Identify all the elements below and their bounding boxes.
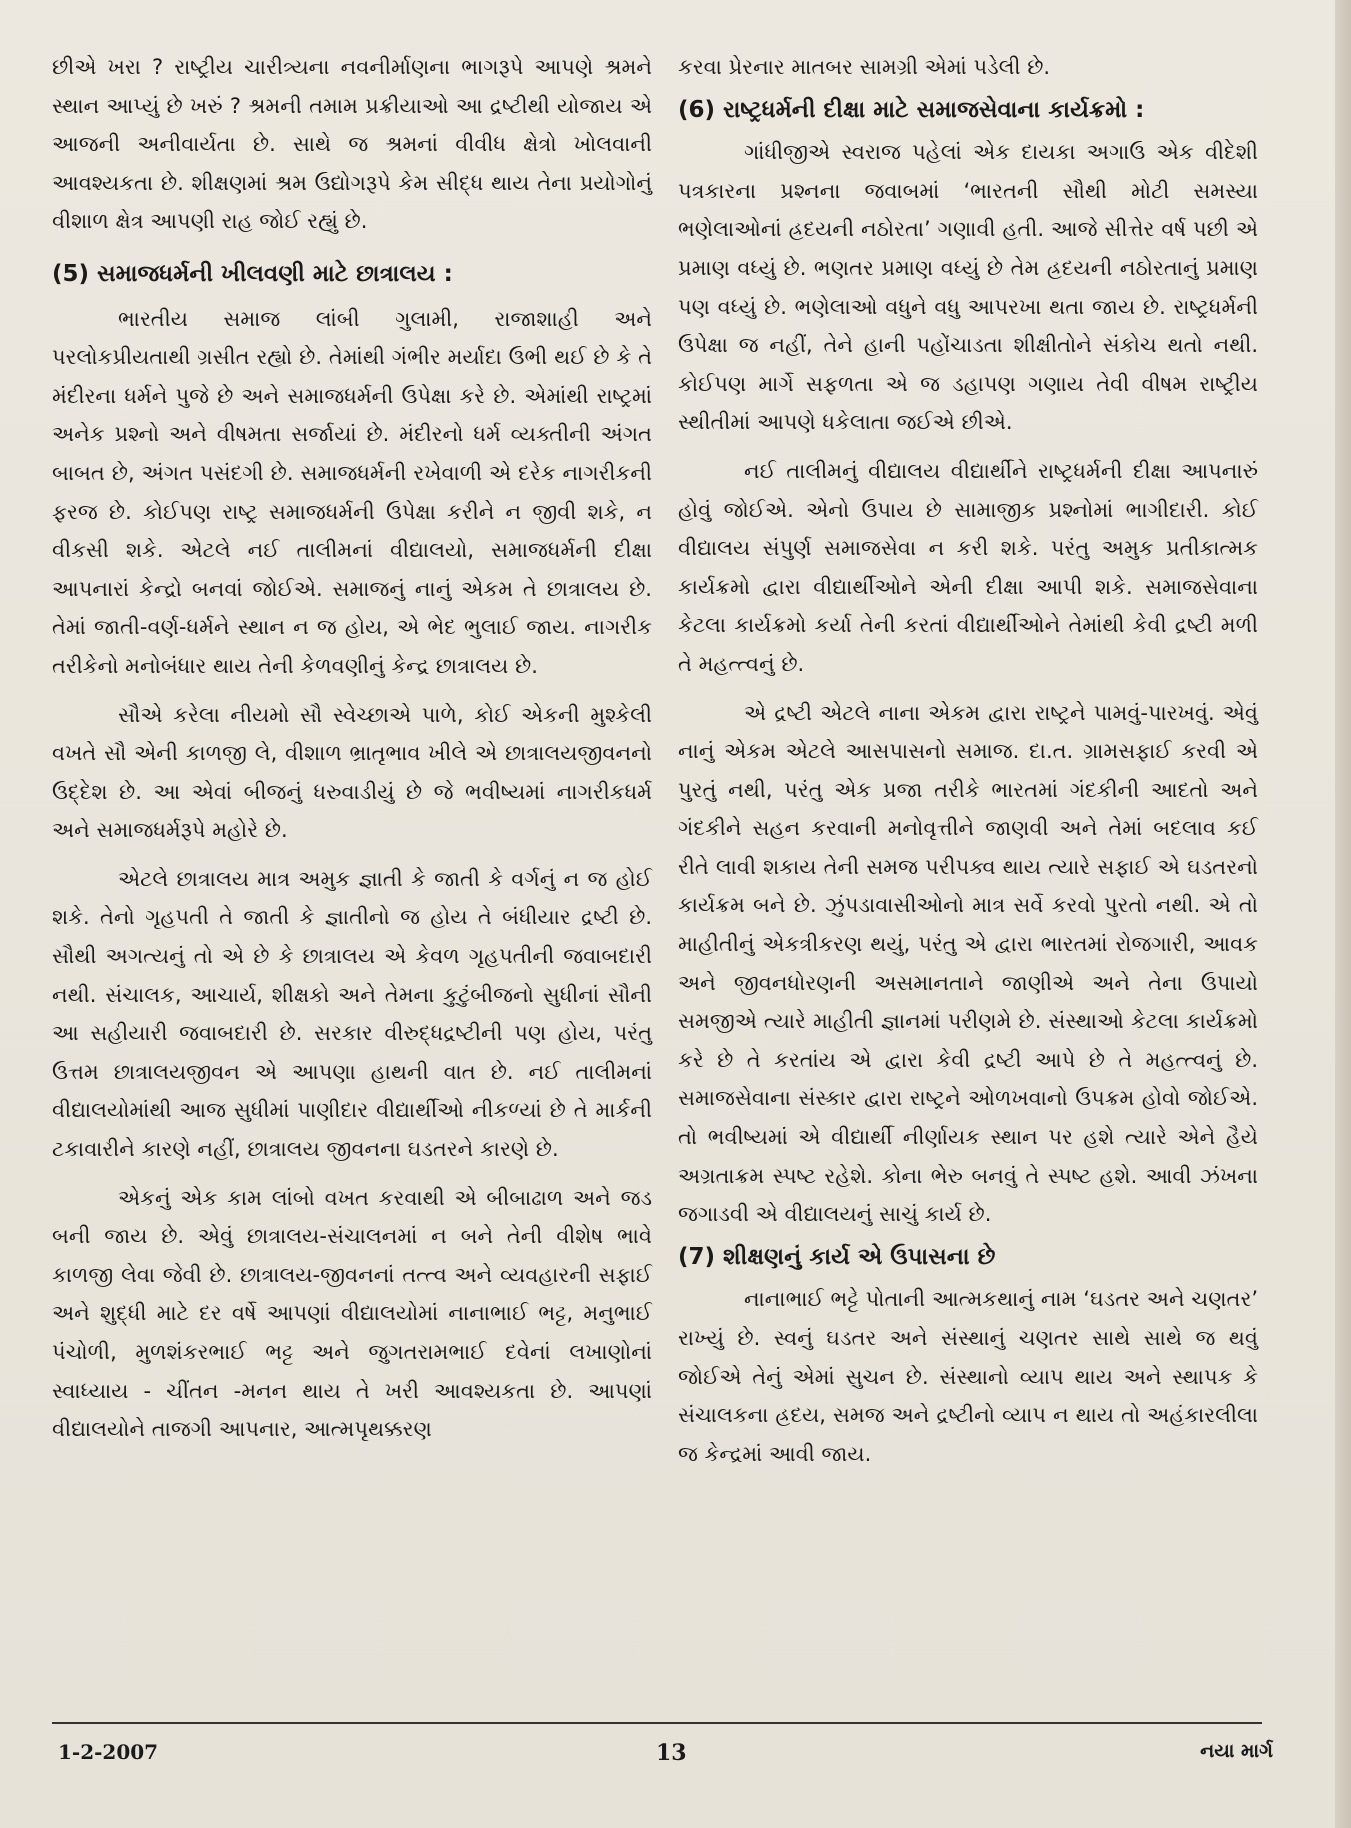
paragraph: નાનાભાઈ ભટ્ટે પોતાની આત્મકથાનું નામ ‘ઘડતર અને ચણતર’ રાખ્યું છે. સ્વનું ઘડતર અને સંસ્થાનું ચણતર સાથે સાથે જ થવું જોઈએ તેનું એમાં સુચન છે. સંસ્થાનો વ્યાપ થાય અને સ્થાપક કે સંચાલકના હ્રદય, સમજ અને દ્રષ્ટીનો વ્યાપ ન થાય તો અહંકારલીલા જ કેન્દ્રમાં આવી જાય. [678, 1287, 1258, 1466]
section-5-heading: (5) સમાજધર્મની ખીલવણી માટે છાત્રાલય : [52, 260, 453, 287]
paragraph: ગાંધીજીએ સ્વરાજ પહેલાં એક દાયકા અગાઉ એક વીદેશી પત્રકારના પ્રશ્નના જવાબમાં ‘ભારતની સૌથી મોટી સમસ્યા ભણેલાઓનાં હ્રદયની નઠોરતા’ ગણાવી હતી. આજે સીત્તેર વર્ષ પછી એ પ્રમાણ વધ્યું છે. ભણતર પ્રમાણ વધ્યું છે તેમ હ્રદયની નઠોરતાનું પ્રમાણ પણ વધ્યું છે. ભણેલાઓ વધુને વધુ આપરખા થતા જાય છે. રાષ્ટ્રધર્મની ઉપેક્ષા જ નહીં, તેને હાની પહોંચાડતા શીક્ષીતોને સંકોચ થતો નથી. કોઈપણ માર્ગે સફળતા એ જ ડહાપણ ગણાય તેવી વીષમ રાષ્ટ્રીય સ્થીતીમાં આપણે ધકેલાતા જઈએ છીએ. [678, 140, 1258, 435]
paragraph: ભારતીય સમાજ લાંબી ગુલામી, રાજાશાહી અને પરલોકપ્રીયતાથી ગ્રસીત રહ્યો છે. તેમાંથી ગંભીર મર્યાદા ઉભી થઈ છે કે તે મંદીરના ધર્મને પુજે છે અને સમાજધર્મની ઉપેક્ષા કરે છે. એમાંથી રાષ્ટ્રમાં અનેક પ્રશ્નો અને વીષમતા સર્જાયાં છે. મંદીરનો ધર્મ વ્યક્તીની અંગત બાબત છે, અંગત પસંદગી છે. સમાજધર્મની રખેવાળી એ દરેક નાગરીકની ફરજ છે. કોઈપણ રાષ્ટ્ર સમાજધર્મની ઉપેક્ષા કરીને ન જીવી શકે, ન વીકસી શકે. એટલે નઈ તાલીમનાં વીદ્યાલયો, સમાજધર્મની દીક્ષા આપનારાં કેન્દ્રો બનવાં જોઈએ. સમાજનું નાનું એકમ તે છાત્રાલય છે. તેમાં જાતી-વર્ણ-ધર્મને સ્થાન ન જ હોય, એ ભેદ ભુલાઈ જાય. નાગરીક તરીકેનો મનોબંધાર થાય તેની કેળવણીનું કેન્દ્ર છાત્રાલય છે. [52, 306, 652, 678]
left-column [52, 48, 652, 1449]
magazine-name: નયા માર્ગ [1200, 1740, 1273, 1762]
issue-date: 1-2-2007 [58, 1740, 159, 1764]
footer-divider [52, 1722, 1262, 1724]
continued-paragraph: કરવા પ્રેરનાર માતબર સામગ્રી એમાં પડેલી છે. [678, 55, 1051, 79]
paragraph: એ દ્રષ્ટી એટલે નાના એકમ દ્વારા રાષ્ટ્રને પામવું-પારખવું. એવું નાનું એકમ એટલે આસપાસનો સમાજ. દા.ત. ગ્રામસફાઈ કરવી એ પુરતું નથી, પરંતુ એક પ્રજા તરીકે ભારતમાં ગંદકીની આદતો અને ગંદકીને સહન કરવાની મનોવૃત્તીને જાણવી અને તેમાં બદલાવ કઈ રીતે લાવી શકાય તેની સમજ પરીપક્વ થાય ત્યારે સફાઈ એ ઘડતરનો કાર્યક્રમ બને છે. ઝુંપડાવાસીઓનો માત્ર સર્વે કરવો પુરતો નથી. એ તો માહીતીનું એકત્રીકરણ થયું, પરંતુ એ દ્વારા ભારતમાં રોજગારી, આવક અને જીવનધોરણની અસમાનતાને જાણીએ અને તેના ઉપાયો સમજીએ ત્યારે માહીતી જ્ઞાનમાં પરીણમે છે. સંસ્થાઓ કેટલા કાર્યક્રમો કરે છે તે કરતાંય એ દ્વારા કેવી દ્રષ્ટી આપે છે તે મહત્ત્વનું છે. સમાજસેવાના સંસ્કાર દ્વારા રાષ્ટ્રને ઓળખવાનો ઉપક્રમ હોવો જોઈએ. તો ભવીષ્યમાં એ વીદ્યાર્થી નીર્ણાયક સ્થાન પર હશે ત્યારે એને હૈયે અગ્રતાક્રમ સ્પષ્ટ રહેશે. કોના ભેરુ બનવું તે સ્પષ્ટ હશે. આવી ઝંખના જગાડવી એ વીદ્યાલયનું સાચું કાર્ય છે. [678, 700, 1258, 1227]
page-number: 13 [656, 1740, 687, 1766]
paragraph: સૌએ કરેલા નીયમો સૌ સ્વેચ્છાએ પાળે, કોઈ એકની મુશ્કેલી વખતે સૌ એની કાળજી લે, વીશાળ ભ્રાતૃભાવ ખીલે એ છાત્રાલયજીવનનો ઉદ્દેશ છે. આ એવાં બીજનું ધરુવાડીયું છે જે ભવીષ્યમાં નાગરીકધર્મ અને સમાજધર્મરૂપે મહોરે છે. [52, 702, 652, 843]
paragraph: એકનું એક કામ લાંબો વખત કરવાથી એ બીબાઢાળ અને જડ બની જાય છે. એવું છાત્રાલય-સંચાલનમાં ન બને તેની વીશેષ ભાવે કાળજી લેવા જેવી છે. છાત્રાલય-જીવનનાં તત્ત્વ અને વ્યવહારની સફાઈ અને શુદ્ધી માટે દર વર્ષે આપણાં વીદ્યાલયોમાં નાનાભાઈ ભટ્ટ, મનુભાઈ પંચોળી, મુળશંકરભાઈ ભટ્ટ અને જુગતરામભાઈ દવેનાં લખાણોનાં સ્વાધ્યાય - ચીંતન -મનન થાય તે ખરી આવશ્યકતા છે. આપણાં વીદ્યાલયોને તાજગી આપનાર, આત્મપૃથક્કરણ [52, 1185, 652, 1442]
paragraph: એટલે છાત્રાલય માત્ર અમુક જ્ઞાતી કે જાતી કે વર્ગનું ન જ હોઈ શકે. તેનો ગૃહપતી તે જાતી કે જ્ઞાતીનો જ હોય તે બંધીયાર દ્રષ્ટી છે. સૌથી અગત્યનું તો એ છે કે છાત્રાલય એ કેવળ ગૃહપતીની જવાબદારી નથી. સંચાલક, આચાર્ય, શીક્ષકો અને તેમના કુટુંબીજનો સુધીનાં સૌની આ સહીયારી જવાબદારી છે. સરકાર વીરુદ્ધદ્રષ્ટીની પણ હોય, પરંતુ ઉત્તમ છાત્રાલયજીવન એ આપણા હાથની વાત છે. નઈ તાલીમનાં વીદ્યાલયોમાંથી આજ સુધીમાં પાણીદાર વીદ્યાર્થીઓ નીકળ્યાં છે તે માર્કની ટકાવારીને કારણે નહીં, છાત્રાલય જીવનના ઘડતરને કારણે છે. [52, 866, 652, 1162]
right-column [678, 48, 1258, 1473]
section-7-heading: (7) શીક્ષણનું કાર્ય એ ઉપાસના છે [678, 1243, 996, 1270]
paragraph: નઈ તાલીમનું વીદ્યાલય વીદ્યાર્થીને રાષ્ટ્રધર્મની દીક્ષા આપનારું હોવું જોઈએ. એનો ઉપાય છે સામાજીક પ્રશ્નોમાં ભાગીદારી. કોઈ વીદ્યાલય સંપુર્ણ સમાજસેવા ન કરી શકે. પરંતુ અમુક પ્રતીકાત્મક કાર્યક્રમો દ્વારા વીદ્યાર્થીઓને એની દીક્ષા આપી શકે. સમાજસેવાના કેટલા કાર્યક્રમો કર્યા તેની કરતાં વીદ્યાર્થીઓને તેમાંથી કેવી દ્રષ્ટી મળી તે મહત્ત્વનું છે. [678, 458, 1258, 676]
page-binding-edge [1335, 0, 1351, 1828]
section-6-heading: (6) રાષ્ટ્રધર્મની દીક્ષા માટે સમાજસેવાના કાર્યક્રમો : [678, 96, 1145, 123]
intro-paragraph: છીએ ખરા ? રાષ્ટ્રીય ચારીત્ર્યના નવનીર્માણના ભાગરૂપે આપણે શ્રમને સ્થાન આપ્યું છે ખરું ? શ્રમની તમામ પ્રક્રીયાઓ આ દ્રષ્ટીથી યોજાય એ આજની અનીવાર્યતા છે. સાથે જ શ્રમનાં વીવીધ ક્ષેત્રો ખોલવાની આવશ્યકતા છે. શીક્ષણમાં શ્રમ ઉદ્યોગરૂપે કેમ સીદ્ધ થાય તેના પ્રયોગોનું વીશાળ ક્ષેત્ર આપણી રાહ જોઈ રહ્યું છે. [52, 55, 652, 234]
